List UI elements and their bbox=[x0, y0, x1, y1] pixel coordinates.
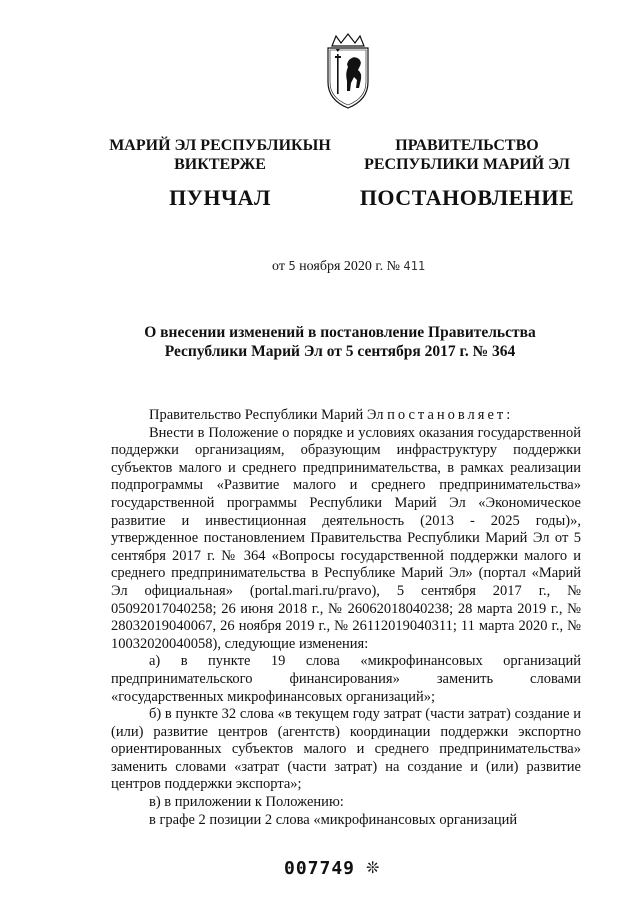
coat-of-arms-emblem bbox=[322, 32, 374, 112]
date-prefix: от bbox=[272, 259, 285, 274]
header-right-line1: ПРАВИТЕЛЬСТВО bbox=[395, 137, 539, 154]
header-left-block bbox=[98, 136, 342, 211]
paragraph-b: б) в пункте 32 слова «в текущем году затрат (части затрат) создание и (или) развитие центров (агентств) координации поддержки экспортно ориентированных субъектов малого и среднего предпринимательства» заменить словами «затрат (части затрат) на создание и (или) развитие центров поддержки экспорта»; bbox=[111, 706, 581, 793]
title-line1: О внесении изменений в постановление Правительства bbox=[144, 324, 536, 341]
date-day: 5 bbox=[288, 259, 296, 273]
header-left-doc-type: ПУНЧАЛ bbox=[169, 185, 271, 210]
serial-mark: ❊ bbox=[366, 860, 380, 877]
title-line2: Республики Марий Эл от 5 сентября 2017 г. № 364 bbox=[164, 343, 516, 360]
intro-subject: Правительство Республики Марий Эл bbox=[149, 407, 384, 423]
header-right-block bbox=[358, 136, 576, 211]
intro-paragraph bbox=[111, 407, 581, 425]
header-left-line2: ВИКТЕРЖЕ bbox=[174, 156, 266, 173]
header-right-doc-type: ПОСТАНОВЛЕНИЕ bbox=[359, 185, 575, 210]
paragraph-a: а) в пункте 19 слова «микрофинансовых организаций предпринимательского финансирования» заменить словами «государственных микрофинансовых организаций»; bbox=[111, 653, 581, 705]
paragraph-main: Внести в Положение о порядке и условиях оказания государственной поддержки организациям, образующим инфраструктуру поддержки субъектов малого и среднего предпринимательства, в рамках реализации подпрограммы «Развитие малого и среднего предпринимательства» государственной программы Республики Марий Эл «Экономическое развитие и инвестиционная деятельность (2013 - 2025 годы)», утвержденное постановлением Правительства Республики Марий Эл от 5 сентября 2017 г. № 364 «Вопросы государственной поддержки малого и среднего предпринимательства в Республике Марий Эл» (портал «Марий Эл официальная» (portal.mari.ru/pravo), 5 сентября 2017 г., № 05092017040258; 26 июня 2018 г., № 26062018040238; 28 марта 2019 г., № 28032019040067, 26 ноября 2019 г., № 26112019040311; 11 марта 2020 г., № 10032020040058), следующие изменения: bbox=[111, 424, 581, 652]
paragraph-v-continued: в графе 2 позиции 2 слова «микрофинансовых организаций bbox=[149, 811, 518, 828]
header-left-line1: МАРИЙ ЭЛ РЕСПУБЛИКЫН bbox=[109, 137, 331, 154]
date-line bbox=[272, 259, 425, 275]
document-title bbox=[120, 323, 560, 361]
serial-number: 007749 bbox=[284, 858, 356, 879]
header-right-line2: РЕСПУБЛИКИ МАРИЙ ЭЛ bbox=[364, 156, 570, 173]
body-text bbox=[111, 407, 581, 829]
date-month-year: ноября 2020 г. № bbox=[299, 259, 400, 274]
paragraph-v: в) в приложении к Положению: bbox=[149, 794, 344, 811]
document-number: 411 bbox=[403, 259, 426, 273]
intro-verb: постановляет: bbox=[387, 407, 514, 423]
